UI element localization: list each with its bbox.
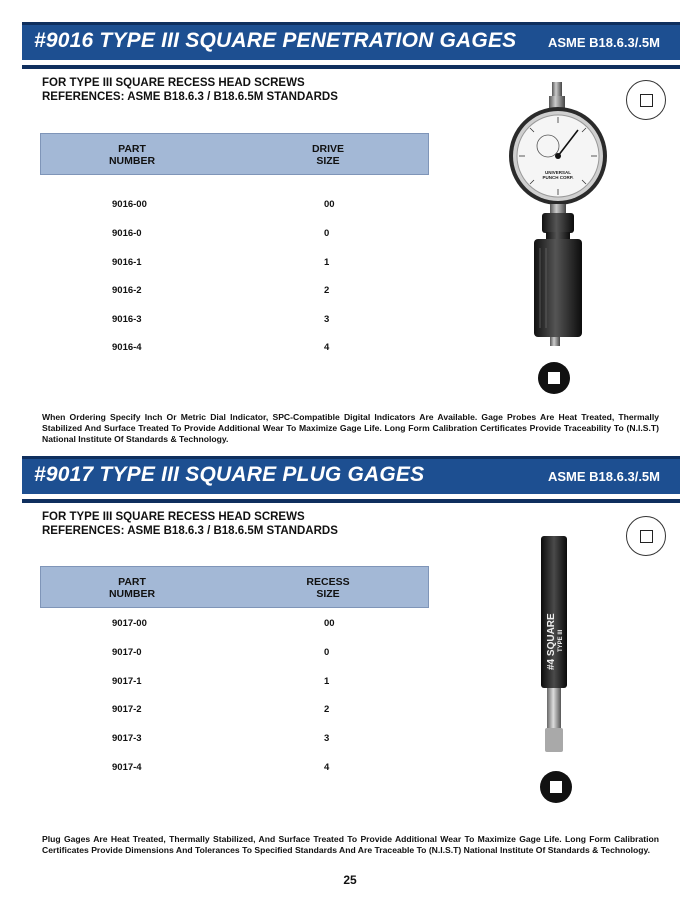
size-cell: 1 <box>324 676 330 687</box>
section2-table-header <box>40 566 429 608</box>
section1-title: #9016 TYPE III SQUARE PENETRATION GAGES <box>34 29 517 52</box>
section2-col2-line2: SIZE <box>316 588 340 600</box>
size-cell: 00 <box>324 199 335 210</box>
size-cell: 2 <box>324 704 330 715</box>
section1-banner-rule <box>22 65 680 69</box>
table-row <box>40 199 429 213</box>
table-row <box>40 228 429 242</box>
part-number-cell: 9017-0 <box>112 647 142 658</box>
part-number-cell: 9016-0 <box>112 228 142 239</box>
table-row <box>40 733 429 747</box>
section1-col2-line1: DRIVE <box>311 143 345 155</box>
size-cell: 4 <box>324 762 330 773</box>
square-outline-icon <box>640 94 653 107</box>
section2-note: Plug Gages Are Heat Treated, Thermally Stabilized, And Surface Treated To Provide Additional Wear To Maximize Gage Life. Long Form Calibration Certificates Provide Dimensions And Tolerances To Specified Standards And Are Traceable To (N.I.S.T) National Institute Of Standards & Technology. <box>42 834 659 855</box>
section1-subhead <box>42 76 338 104</box>
square-recess-solid-icon <box>540 771 572 803</box>
section2-col-part-number <box>72 576 192 600</box>
table-row <box>40 762 429 776</box>
section1-col2-line2: SIZE <box>316 155 340 167</box>
table-row <box>40 676 429 690</box>
part-number-cell: 9017-00 <box>112 618 147 629</box>
size-cell: 4 <box>324 342 330 353</box>
section1-col1-line1: PART <box>118 143 146 155</box>
section2-banner <box>22 456 680 494</box>
table-row <box>40 314 429 328</box>
section2-title: #9017 TYPE III SQUARE PLUG GAGES <box>34 463 425 486</box>
square-hole-icon <box>548 372 560 384</box>
size-cell: 1 <box>324 257 330 268</box>
section2-col1-line2: NUMBER <box>108 588 156 600</box>
table-row <box>40 704 429 718</box>
part-number-cell: 9017-1 <box>112 676 142 687</box>
section1-subhead-line2: REFERENCES: ASME B18.6.3 / B18.6.5M STANDARDS <box>42 91 338 103</box>
section1-subhead-line1: FOR TYPE III SQUARE RECESS HEAD SCREWS <box>42 77 305 89</box>
table-row <box>40 257 429 271</box>
table-row <box>40 342 429 356</box>
section1-col1-line2: NUMBER <box>108 155 156 167</box>
size-cell: 3 <box>324 314 330 325</box>
size-cell: 0 <box>324 228 330 239</box>
square-hole-icon <box>550 781 562 793</box>
dial-indicator-gage-image <box>500 78 620 350</box>
table-row <box>40 618 429 632</box>
section1-table-header <box>40 133 429 175</box>
section2-subhead-line1: FOR TYPE III SQUARE RECESS HEAD SCREWS <box>42 511 305 523</box>
size-cell: 2 <box>324 285 330 296</box>
part-number-cell: 9017-2 <box>112 704 142 715</box>
section2-subhead-line2: REFERENCES: ASME B18.6.3 / B18.6.5M STANDARDS <box>42 525 338 537</box>
section2-col-recess-size <box>268 576 388 600</box>
square-recess-icon <box>626 516 666 556</box>
part-number-cell: 9016-3 <box>112 314 142 325</box>
part-number-cell: 9016-4 <box>112 342 142 353</box>
plug-gage-image <box>530 530 580 760</box>
section2-standard: ASME B18.6.3/.5M <box>548 469 660 484</box>
section2-col1-line1: PART <box>118 576 146 588</box>
square-recess-solid-icon <box>538 362 570 394</box>
section1-standard: ASME B18.6.3/.5M <box>548 35 660 50</box>
section1-col-drive-size <box>268 143 388 167</box>
part-number-cell: 9016-00 <box>112 199 147 210</box>
table-row <box>40 285 429 299</box>
square-recess-icon <box>626 80 666 120</box>
section2-col2-line1: RECESS <box>306 576 350 588</box>
size-cell: 00 <box>324 618 335 629</box>
dial-brand-line1: UNIVERSAL <box>544 170 572 175</box>
section2-subhead <box>42 510 338 538</box>
part-number-cell: 9017-4 <box>112 762 142 773</box>
size-cell: 0 <box>324 647 330 658</box>
square-outline-icon <box>640 530 653 543</box>
section1-note: When Ordering Specify Inch Or Metric Dial Indicator, SPC-Compatible Digital Indicators Are Available. Gage Probes Are Heat Treated, Thermally Stabilized And Surface Treated To Provide Additional Wear To Maximize Gage Life. Long Form Calibration Certificates Provide Traceability To (N.I.S.T) National Institute Of Standards & Technology. <box>42 412 659 444</box>
part-number-cell: 9016-1 <box>112 257 142 268</box>
size-cell: 3 <box>324 733 330 744</box>
gage-label-line2: TYPE III <box>558 629 564 652</box>
page-number: 25 <box>343 873 357 887</box>
part-number-cell: 9017-3 <box>112 733 142 744</box>
dial-brand-line2: PUNCH CORP. <box>542 175 574 180</box>
section1-col-part-number <box>72 143 192 167</box>
part-number-cell: 9016-2 <box>112 285 142 296</box>
section1-banner <box>22 22 680 60</box>
section2-banner-rule <box>22 499 680 503</box>
gage-label-line1: #4 SQUARE <box>546 613 557 670</box>
table-row <box>40 647 429 661</box>
